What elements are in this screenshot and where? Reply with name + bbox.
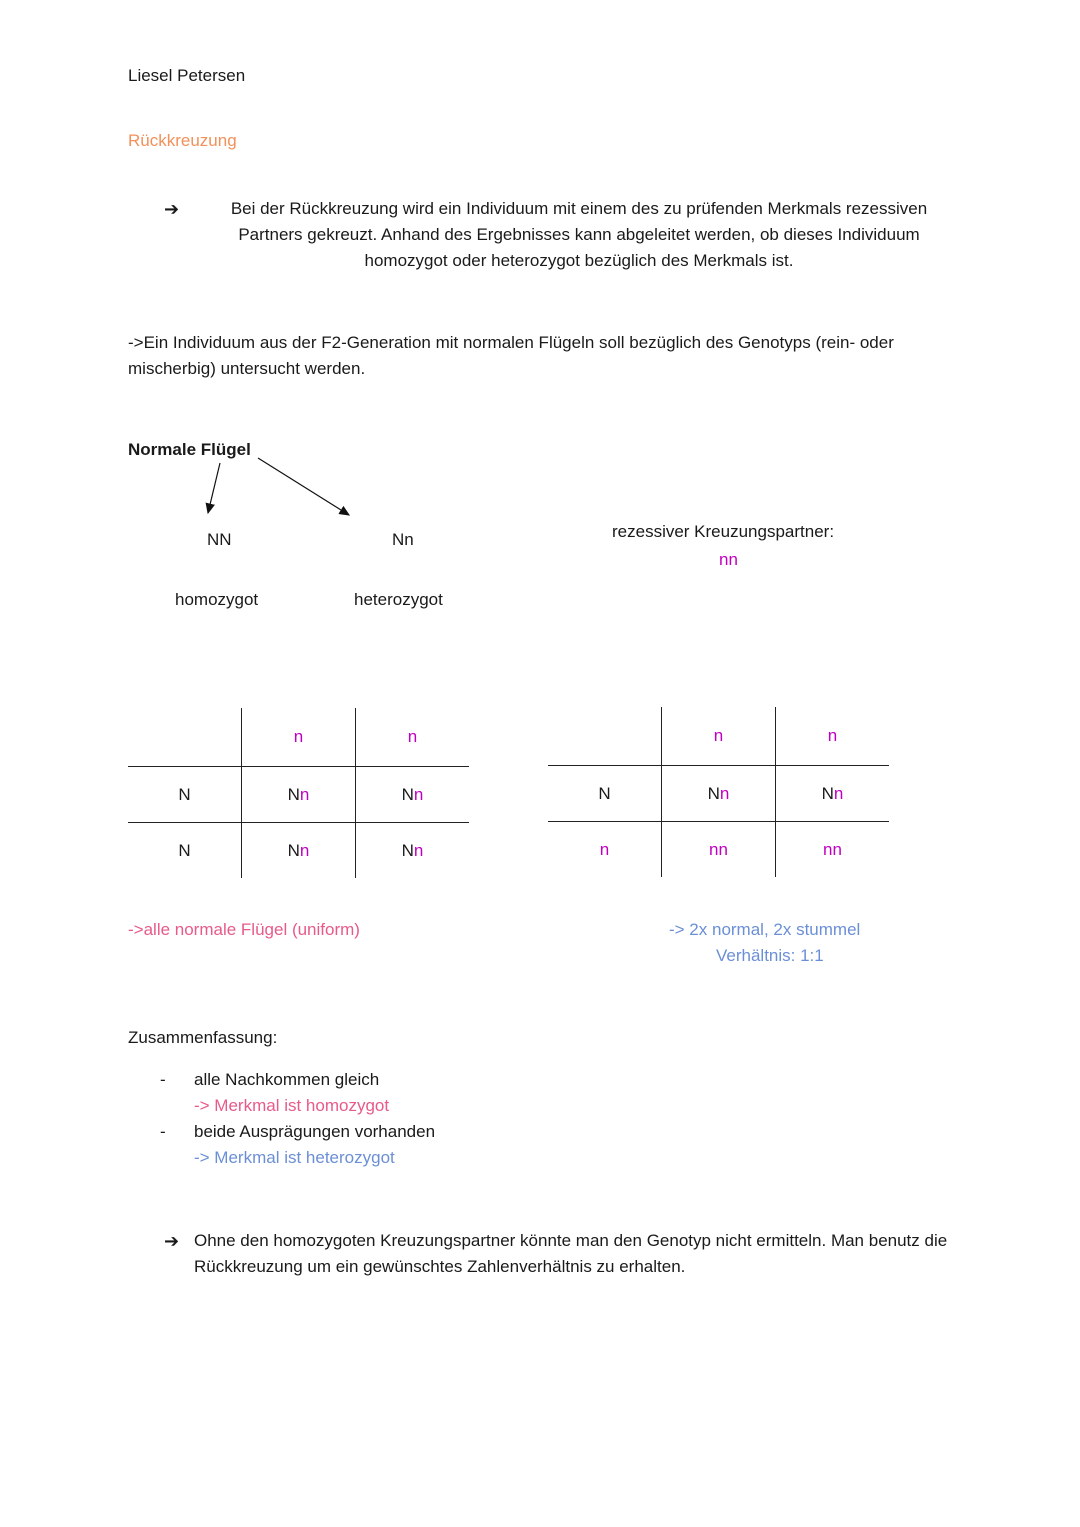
arrow-to-heterozygous [258, 458, 349, 515]
table-corner [548, 707, 662, 766]
conclusion-text: Ohne den homozygoten Kreuzungspartner könnte man den Genotyp nicht ermitteln. Man benutz die Rückkreuzung um ein gewünschtes Zahlenverhältnis zu erhalten. [194, 1231, 948, 1276]
table-corner [128, 708, 242, 767]
diagram-heading: Normale Flügel [128, 440, 251, 459]
header-allele: n [356, 708, 470, 767]
list-item-note: -> Merkmal ist heterozygot [194, 1148, 395, 1167]
summary-list [150, 1067, 550, 1177]
table-cell: nn [662, 822, 776, 878]
list-bullet: - [160, 1070, 166, 1089]
partner-label: rezessiver Kreuzungspartner: [612, 522, 835, 541]
row-allele: N [128, 823, 242, 879]
header-allele: n [776, 707, 890, 766]
arrow-right-icon: ➔ [164, 1231, 180, 1251]
label-homozygous: homozygot [175, 590, 259, 609]
page-title: Rückkreuzung [128, 131, 237, 150]
table-row [548, 766, 889, 822]
list-item: alle Nachkommen gleich [194, 1070, 380, 1089]
row-allele: N [548, 766, 662, 822]
table-cell: Nn [356, 767, 470, 823]
table-row [128, 767, 469, 823]
result-heterozygous: -> 2x normal, 2x stummel [669, 920, 861, 939]
table-row [128, 823, 469, 879]
result-ratio: Verhältnis: 1:1 [716, 946, 824, 965]
table-cell: Nn [242, 823, 356, 879]
genotype-arrows [0, 0, 1080, 620]
list-bullet: - [160, 1122, 166, 1141]
table-cell: Nn [662, 766, 776, 822]
arrow-to-homozygous [208, 463, 220, 513]
list-item: beide Ausprägungen vorhanden [194, 1122, 436, 1141]
list-item-note: -> Merkmal ist homozygot [194, 1096, 390, 1115]
intro-line: Partners gekreuzt. Anhand des Ergebnisses kann abgeleitet werden, ob dieses Individuum [238, 225, 920, 244]
author-name: Liesel Petersen [128, 66, 246, 85]
row-allele: N [128, 767, 242, 823]
table-cell: nn [776, 822, 890, 878]
task-paragraph: ->Ein Individuum aus der F2-Generation mit normalen Flügeln soll bezüglich des Genotyps (rein- oder mischerbig) untersucht werden. [128, 333, 894, 378]
genotype-heterozygous: Nn [392, 530, 414, 549]
genotype-homozygous: NN [207, 530, 232, 549]
table-row [548, 822, 889, 878]
intro-line: homozygot oder heterozygot bezüglich des Merkmals ist. [364, 251, 794, 270]
result-homozygous: ->alle normale Flügel (uniform) [128, 920, 360, 939]
table-cell: Nn [776, 766, 890, 822]
punnett-table-homozygous [128, 708, 469, 878]
header-allele: n [242, 708, 356, 767]
conclusion-paragraph [164, 1228, 954, 1280]
table-cell: Nn [242, 767, 356, 823]
punnett-table-heterozygous [548, 707, 889, 877]
table-cell: Nn [356, 823, 470, 879]
arrow-right-icon: ➔ [164, 199, 180, 219]
summary-heading: Zusammenfassung: [128, 1028, 278, 1047]
intro-line: Bei der Rückkreuzung wird ein Individuum mit einem des zu prüfenden Merkmals rezessiven [230, 199, 928, 218]
label-heterozygous: heterozygot [354, 590, 443, 609]
row-allele: n [548, 822, 662, 878]
partner-genotype: nn [719, 550, 738, 569]
header-allele: n [662, 707, 776, 766]
